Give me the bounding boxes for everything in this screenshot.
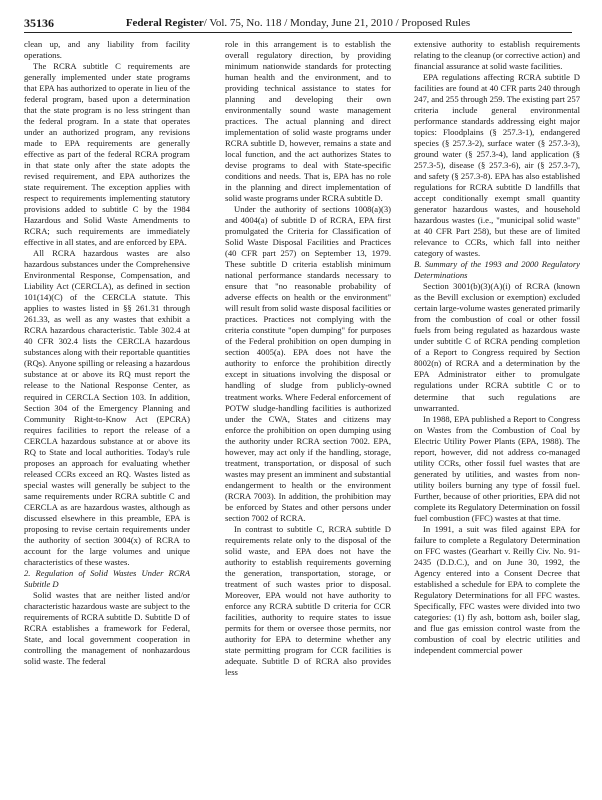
publication-title: Federal Register <box>125 17 204 29</box>
column-3 <box>414 39 580 784</box>
issue-info: / Vol. 75, No. 118 / Monday, June 21, 2010 / Proposed Rules <box>203 17 471 29</box>
section-heading: B. Summary of the 1993 and 2000 Regulatory Determinations <box>414 259 580 281</box>
running-head <box>24 17 572 29</box>
paragraph: In 1991, a suit was filed against EPA for failure to complete a Regulatory Determination on FFC wastes (Gearhart v. Reilly Civ. No. 91-2435 (D.D.C.), and on June 30, 1992, the Agency entered into a Consent Decree that established a schedule for EPA to complete the Regulatory Determinations for all FFC wastes. Specifically, FFC wastes were divided into two categories: (1) fly ash, bottom ash, boiler slag, and flue gas emission control waste from the combustion of coal by electric utilities and independent commercial power <box>414 523 580 655</box>
paragraph: role in this arrangement is to establish the overall regulatory direction, by providing minimum nationwide standards for protecting human health and the environment, and to providing technical assistance to states for planning and developing their own environmentally sound waste management practices. The actual planning and direct implementation of solid waste programs under RCRA subtitle D, however, remains a state and local function, and the act authorizes States to devise programs to deal with State-specific conditions and needs. That is, EPA has no role in the planning and direct implementation of solid waste programs under RCRA subtitle D. <box>225 39 391 204</box>
paragraph: The RCRA subtitle C requirements are generally implemented under state programs that EPA has authorized to operate in lieu of the federal program, based upon a determination that the state program is no less stringent than the federal program. In a state that operates under an authorized program, any revisions made to EPA requirements are generally effective as part of the federal RCRA program in that state only after the state adopts the revised requirement, and EPA authorizes the state requirement. The exception applies with respect to requirements implementing statutory provisions added to subtitle C by the 1984 Hazardous and Solid Waste Amendments to RCRA; such requirements are immediately effective in all states, and are enforced by EPA. <box>24 61 190 248</box>
page-header <box>24 16 572 33</box>
paragraph: Under the authority of sections 1008(a)(3) and 4004(a) of subtitle D of RCRA, EPA first promulgated the Criteria for Classification of Solid Waste Disposal Facilities and Practices (40 CFR part 257) on September 13, 1979. These subtitle D criteria establish minimum national performance standards necessary to ensure that "no reasonable probability of adverse effects on health or the environment" will result from solid waste disposal facilities or practices. Practices not complying with the criteria constitute "open dumping" for purposes of the Federal prohibition on open dumping in section 4005(a). EPA does not have the authority to enforce the prohibition directly except in situations involving the disposal or handling of sludge from publicly-owned treatment works. Where Federal enforcement of POTW sludge-handling facilities is authorized under the CWA, States and citizens may enforce the prohibition on open dumping using the authority under RCRA section 7002. EPA, however, may act only if the handling, storage, treatment, transportation, or disposal of such wastes may present an imminent and substantial endangerment to health or the environment (RCRA 7003). In addition, the prohibition may be enforced by States and other persons under section 7002 of RCRA. <box>225 204 391 523</box>
paragraph: Solid wastes that are neither listed and/or characteristic hazardous waste are subject to the requirements of RCRA subtitle D. Subtitle D of RCRA establishes a framework for Federal, State, and local government cooperation in controlling the management of nonhazardous solid waste. The federal <box>24 589 190 666</box>
paragraph: extensive authority to establish requirements relating to the cleanup (or corrective action) and financial assurance at solid waste facilities. <box>414 39 580 72</box>
paragraph: In 1988, EPA published a Report to Congress on Wastes from the Combustion of Coal by Electric Utility Power Plants (EPA, 1988). The report, however, did not address co-managed utility CCRs, other fossil fuel wastes that are generated by utilities, and wastes from non-utility boilers burning any type of fossil fuel. Further, because of other priorities, EPA did not complete its Regulatory Determination on fossil fuel combustion (FFC) wastes at that time. <box>414 413 580 523</box>
paragraph: Section 3001(b)(3)(A)(i) of RCRA (known as the Bevill exclusion or exemption) excluded certain large-volume wastes generated primarily from the combustion of coal or other fossil fuels from being regulated as hazardous waste under subtitle C of RCRA pending completion of a Report to Congress required by Section 8002(n) of RCRA and a determination by the EPA Administrator either to promulgate regulations under RCRA subtitle C or to determine that such regulations are unwarranted. <box>414 281 580 413</box>
column-1 <box>24 39 190 784</box>
paragraph: All RCRA hazardous wastes are also hazardous substances under the Comprehensive Environmental Response, Compensation, and Liability Act (CERCLA), as defined in section 101(14)(C) of the CERCLA statute. This applies to wastes listed in §§ 261.31 through 261.33, as well as any wastes that exhibit a RCRA hazardous characteristic. Table 302.4 at 40 CFR 302.4 lists the CERCLA hazardous substances along with their reportable quantities (RQs). Anyone spilling or releasing a hazardous substance at or above its RQ must report the release to the National Response Center, as required in CERCLA Section 103. In addition, Section 304 of the Emergency Planning and Community Right-to-Know Act (EPCRA) requires facilities to report the release of a CERCLA hazardous substance at or above its RQ to State and local authorities. Today's rule proposes an approach for evaluating whether released CCRs exceed an RQ. Wastes listed as special wastes will generally be subject to the same requirements under RCRA subtitle C and CERCLA as are hazardous wastes, although as discussed elsewhere in this preamble, EPA is proposing to revise certain requirements under the authority of section 3004(x) of RCRA to account for the large volumes and unique characteristics of these wastes. <box>24 248 190 567</box>
paragraph: clean up, and any liability from facility operations. <box>24 39 190 61</box>
paragraph: EPA regulations affecting RCRA subtitle D facilities are found at 40 CFR parts 240 through 247, and 255 through 259. The existing part 257 criteria include general environmental performance standards addressing eight major topics: Floodplains (§ 257.3-1), endangered species (§ 257.3-2), surface water (§ 257.3-3), ground water (§ 257.3-4), land application (§ 257.3-5), disease (§ 257.3-6), air (§ 257.3-7), and safety (§ 257.3-8). EPA has also established regulations for RCRA subtitle D landfills that accept conditionally exempt small quantity generator hazardous wastes, and household hazardous wastes (i.e., "municipal solid waste" at 40 CFR Part 258), but these are of limited relevance to CCRs, which fall into neither category of wastes. <box>414 72 580 259</box>
paragraph: In contrast to subtitle C, RCRA subtitle D requirements relate only to the disposal of the solid waste, and EPA does not have the authority to establish requirements governing the generation, transportation, storage, or treatment of such wastes prior to disposal. Moreover, EPA would not have authority to enforce any RCRA subtitle D criteria for CCR facilities, authority to require states to issue permits for them or oversee those permits, nor authority for EPA to determine whether any state permitting program for CCR facilities is adequate. Subtitle D of RCRA also provides less <box>225 523 391 677</box>
column-2 <box>225 39 391 784</box>
section-heading: 2. Regulation of Solid Wastes Under RCRA Subtitle D <box>24 567 190 589</box>
page-number: 35136 <box>24 16 54 30</box>
